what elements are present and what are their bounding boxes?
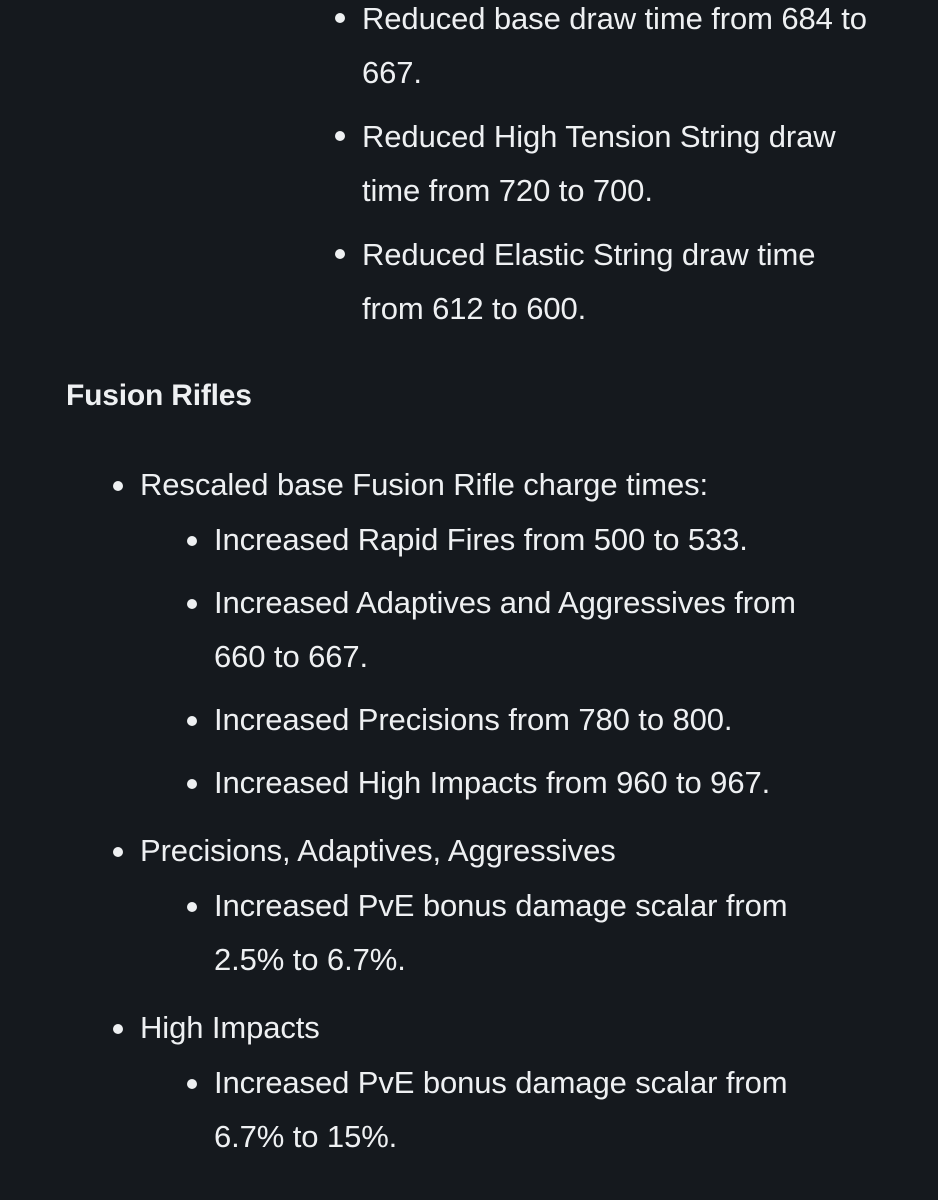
bullet-icon <box>187 536 197 546</box>
sub-list-item <box>214 1056 854 1164</box>
bullet-icon <box>113 1024 123 1034</box>
list-item-text: Reduced Elastic String draw time from 612 to 600. <box>362 237 816 326</box>
sub-list-item-text: Increased Rapid Fires from 500 to 533. <box>214 522 748 557</box>
bullet-icon <box>187 716 197 726</box>
list-item-text: Reduced High Tension String draw time from 720 to 700. <box>362 119 836 208</box>
sub-list-item <box>214 513 854 567</box>
sub-list-item <box>214 879 854 987</box>
bullet-icon <box>187 902 197 912</box>
list-item-text: High Impacts <box>140 1010 320 1045</box>
bullet-icon <box>187 1079 197 1089</box>
list-item-text: Reduced base draw time from 684 to 667. <box>362 1 867 90</box>
sub-list-item-text: Increased Adaptives and Aggressives from 660 to 667. <box>214 585 796 674</box>
section-heading: Fusion Rifles <box>66 379 252 412</box>
sub-list-item-text: Increased PvE bonus damage scalar from 2.5% to 6.7%. <box>214 888 788 977</box>
bullet-icon <box>187 599 197 609</box>
list-item-text: Rescaled base Fusion Rifle charge times: <box>140 467 709 502</box>
sub-list-item <box>214 693 854 747</box>
list-item <box>362 0 882 100</box>
bullet-icon <box>113 847 123 857</box>
bullet-icon <box>113 481 123 491</box>
sub-list-item-text: Increased Precisions from 780 to 800. <box>214 702 733 737</box>
list-item <box>140 1000 900 1177</box>
list-item <box>140 457 900 823</box>
list-item <box>362 110 882 218</box>
sub-list-item <box>214 756 854 810</box>
list-item <box>140 823 900 1000</box>
sub-list <box>214 513 854 823</box>
bullet-icon <box>187 779 197 789</box>
bullet-icon <box>335 131 345 141</box>
sub-list-item <box>214 576 854 684</box>
fusion-rifles-list <box>140 457 900 1177</box>
bullet-icon <box>335 13 345 23</box>
sub-list <box>214 1056 854 1177</box>
list-item-text: Precisions, Adaptives, Aggressives <box>140 833 616 868</box>
sub-list <box>214 879 854 1000</box>
sub-list-item-text: Increased PvE bonus damage scalar from 6.7% to 15%. <box>214 1065 788 1154</box>
bow-draw-time-list <box>362 0 882 346</box>
sub-list-item-text: Increased High Impacts from 960 to 967. <box>214 765 771 800</box>
list-item <box>362 228 882 336</box>
bullet-icon <box>335 249 345 259</box>
